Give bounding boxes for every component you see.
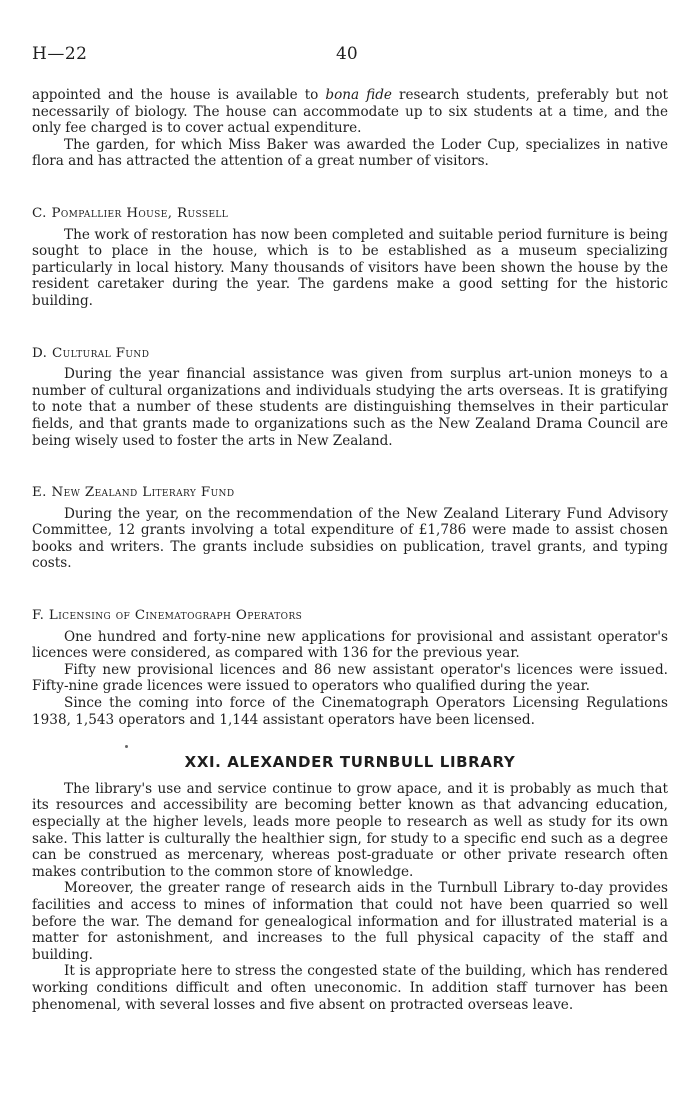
section-xxi-title: XXI. ALEXANDER TURNBULL LIBRARY bbox=[184, 753, 516, 772]
section-e-paragraph-1: During the year, on the recommendation of the New Zealand Literary Fund Advisory Committee, 12 grants involving a total expenditure of £1,786 were made to assist chosen books and writers. The grants include subsidies on publication, travel grants, and typing costs. bbox=[32, 505, 668, 572]
intro-text-b: research students, preferably but not necessarily of biology. The house can accommodate up to six students at a time, and the only fee charged is to cover actual expenditure. bbox=[32, 87, 668, 137]
page-number: 40 bbox=[336, 44, 358, 64]
section-f-paragraph-2: Fifty new provisional licences and 86 new assistant operator's licences were issued. Fifty-nine grade licences were issued to operators who qualified during the year. bbox=[32, 661, 668, 695]
page-header bbox=[0, 44, 700, 66]
section-c-heading: C. Pompallier House, Russell bbox=[32, 205, 229, 221]
section-f-paragraph-3: Since the coming into force of the Cinematograph Operators Licensing Regulations 1938, 1,543 operators and 1,144 assistant operators have been licensed. bbox=[32, 695, 668, 728]
section-d-heading: D. Cultural Fund bbox=[32, 345, 150, 361]
page-body bbox=[32, 87, 668, 1013]
section-xxi-paragraph-1: The library's use and service continue to grow apace, and it is probably as much that its resources and accessibility are becoming better known as that advancing education, especially at the higher levels, leads more people to research as well as study for its own sake. This latter is culturally the healthier sign, for study to a specific end such as a degree can be construed as mercenary, whereas post-graduate or other private research often makes contribution to the common store of knowledge. bbox=[32, 780, 668, 880]
intro-text-a: appointed and the house is available to bbox=[32, 87, 326, 103]
section-f-paragraph-1: One hundred and forty-nine new applications for provisional and assistant operator's licences were considered, as compared with 136 for the previous year. bbox=[32, 628, 668, 662]
section-d-paragraph-1: During the year financial assistance was given from surplus art-union moneys to a number of cultural organizations and individuals studying the arts overseas. It is gratifying to note that a number of these students are distinguishing themselves in their particular fields, and that grants made to organizations such as the New Zealand Drama Council are being wisely used to foster the arts in New Zealand. bbox=[32, 366, 668, 449]
intro-paragraph-2: The garden, for which Miss Baker was awarded the Loder Cup, specializes in native flora and has attracted the attention of a great number of visitors. bbox=[32, 136, 668, 170]
section-xxi-paragraph-3: It is appropriate here to stress the congested state of the building, which has rendered working conditions difficult and often uneconomic. In addition staff turnover has been phenomenal, with several losses and five absent on protracted overseas leave. bbox=[32, 963, 668, 1013]
section-e-heading: E. New Zealand Literary Fund bbox=[32, 485, 235, 501]
intro-italic-phrase: bona fide bbox=[325, 87, 392, 103]
stray-print-mark bbox=[125, 745, 128, 748]
section-f-heading: F. Licensing of Cinematograph Operators bbox=[32, 608, 303, 624]
section-c-paragraph-1: The work of restoration has now been completed and suitable period furniture is being sought to place in the house, which is to be established as a museum specializing particularly in local history. Many thousands of visitors have been shown the house by the resident caretaker during the year. The gardens make a good setting for the historic building. bbox=[32, 226, 668, 309]
section-xxi-paragraph-2: Moreover, the greater range of research aids in the Turnbull Library to-day provides facilities and access to mines of information that could not have been quarried so well before the war. The demand for genealogical information and for illustrated material is a matter for astonishment, and increases to the full physical capacity of the staff and building. bbox=[32, 880, 668, 963]
intro-paragraph-1 bbox=[32, 87, 668, 137]
document-reference: H—22 bbox=[32, 44, 88, 64]
